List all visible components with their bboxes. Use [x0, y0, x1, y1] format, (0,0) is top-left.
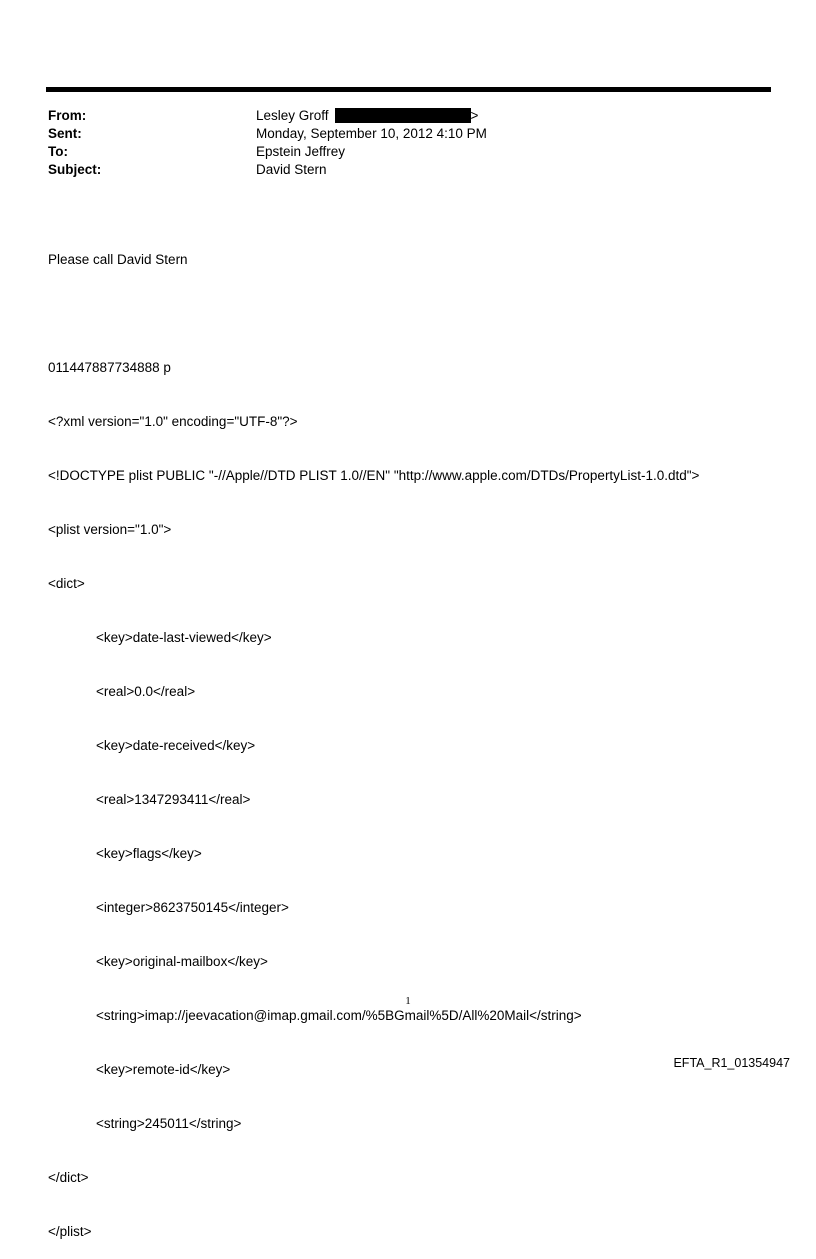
message-text: Please call David Stern: [48, 252, 188, 267]
xml-line: <key>date-last-viewed</key>: [96, 630, 272, 645]
xml-line: <key>remote-id</key>: [96, 1062, 231, 1077]
to-label: To:: [48, 144, 68, 159]
sent-value: Monday, September 10, 2012 4:10 PM: [256, 126, 487, 141]
xml-line: </plist>: [48, 1224, 92, 1239]
phone-number: 011447887734888 p: [48, 360, 171, 375]
from-name: Lesley Groff: [256, 108, 329, 123]
email-body: [48, 215, 699, 1259]
xml-line: <string>imap://jeevacation@imap.gmail.com/%5BGmail%5D/All%20Mail</string>: [96, 1008, 582, 1023]
to-value: Epstein Jeffrey: [256, 144, 346, 159]
xml-line: </dict>: [48, 1170, 89, 1185]
xml-line: <integer>8623750145</integer>: [96, 900, 289, 915]
page-number: 1: [405, 995, 411, 1007]
document-id: EFTA_R1_01354947: [673, 1056, 790, 1070]
xml-line: <plist version="1.0">: [48, 522, 172, 537]
subject-label: Subject:: [48, 162, 102, 177]
xml-line: <!DOCTYPE plist PUBLIC "-//Apple//DTD PLIST 1.0//EN" "http://www.apple.com/DTDs/PropertyList-1.0.dtd">: [48, 468, 700, 483]
sent-label: Sent:: [48, 126, 82, 141]
subject-value: David Stern: [256, 162, 327, 177]
redaction-box: [335, 108, 471, 123]
xml-line: <key>date-received</key>: [96, 738, 256, 753]
from-value: [256, 107, 478, 125]
xml-line: <key>original-mailbox</key>: [96, 954, 268, 969]
from-label: From:: [48, 108, 87, 123]
from-suffix: >: [470, 108, 479, 123]
top-rule: [46, 87, 771, 92]
xml-line: <key>flags</key>: [96, 846, 202, 861]
xml-line: <real>1347293411</real>: [96, 792, 251, 807]
xml-line: <?xml version="1.0" encoding="UTF-8"?>: [48, 414, 298, 429]
xml-line: <real>0.0</real>: [96, 684, 196, 699]
xml-line: <string>245011</string>: [96, 1116, 242, 1131]
xml-line: <dict>: [48, 576, 85, 591]
